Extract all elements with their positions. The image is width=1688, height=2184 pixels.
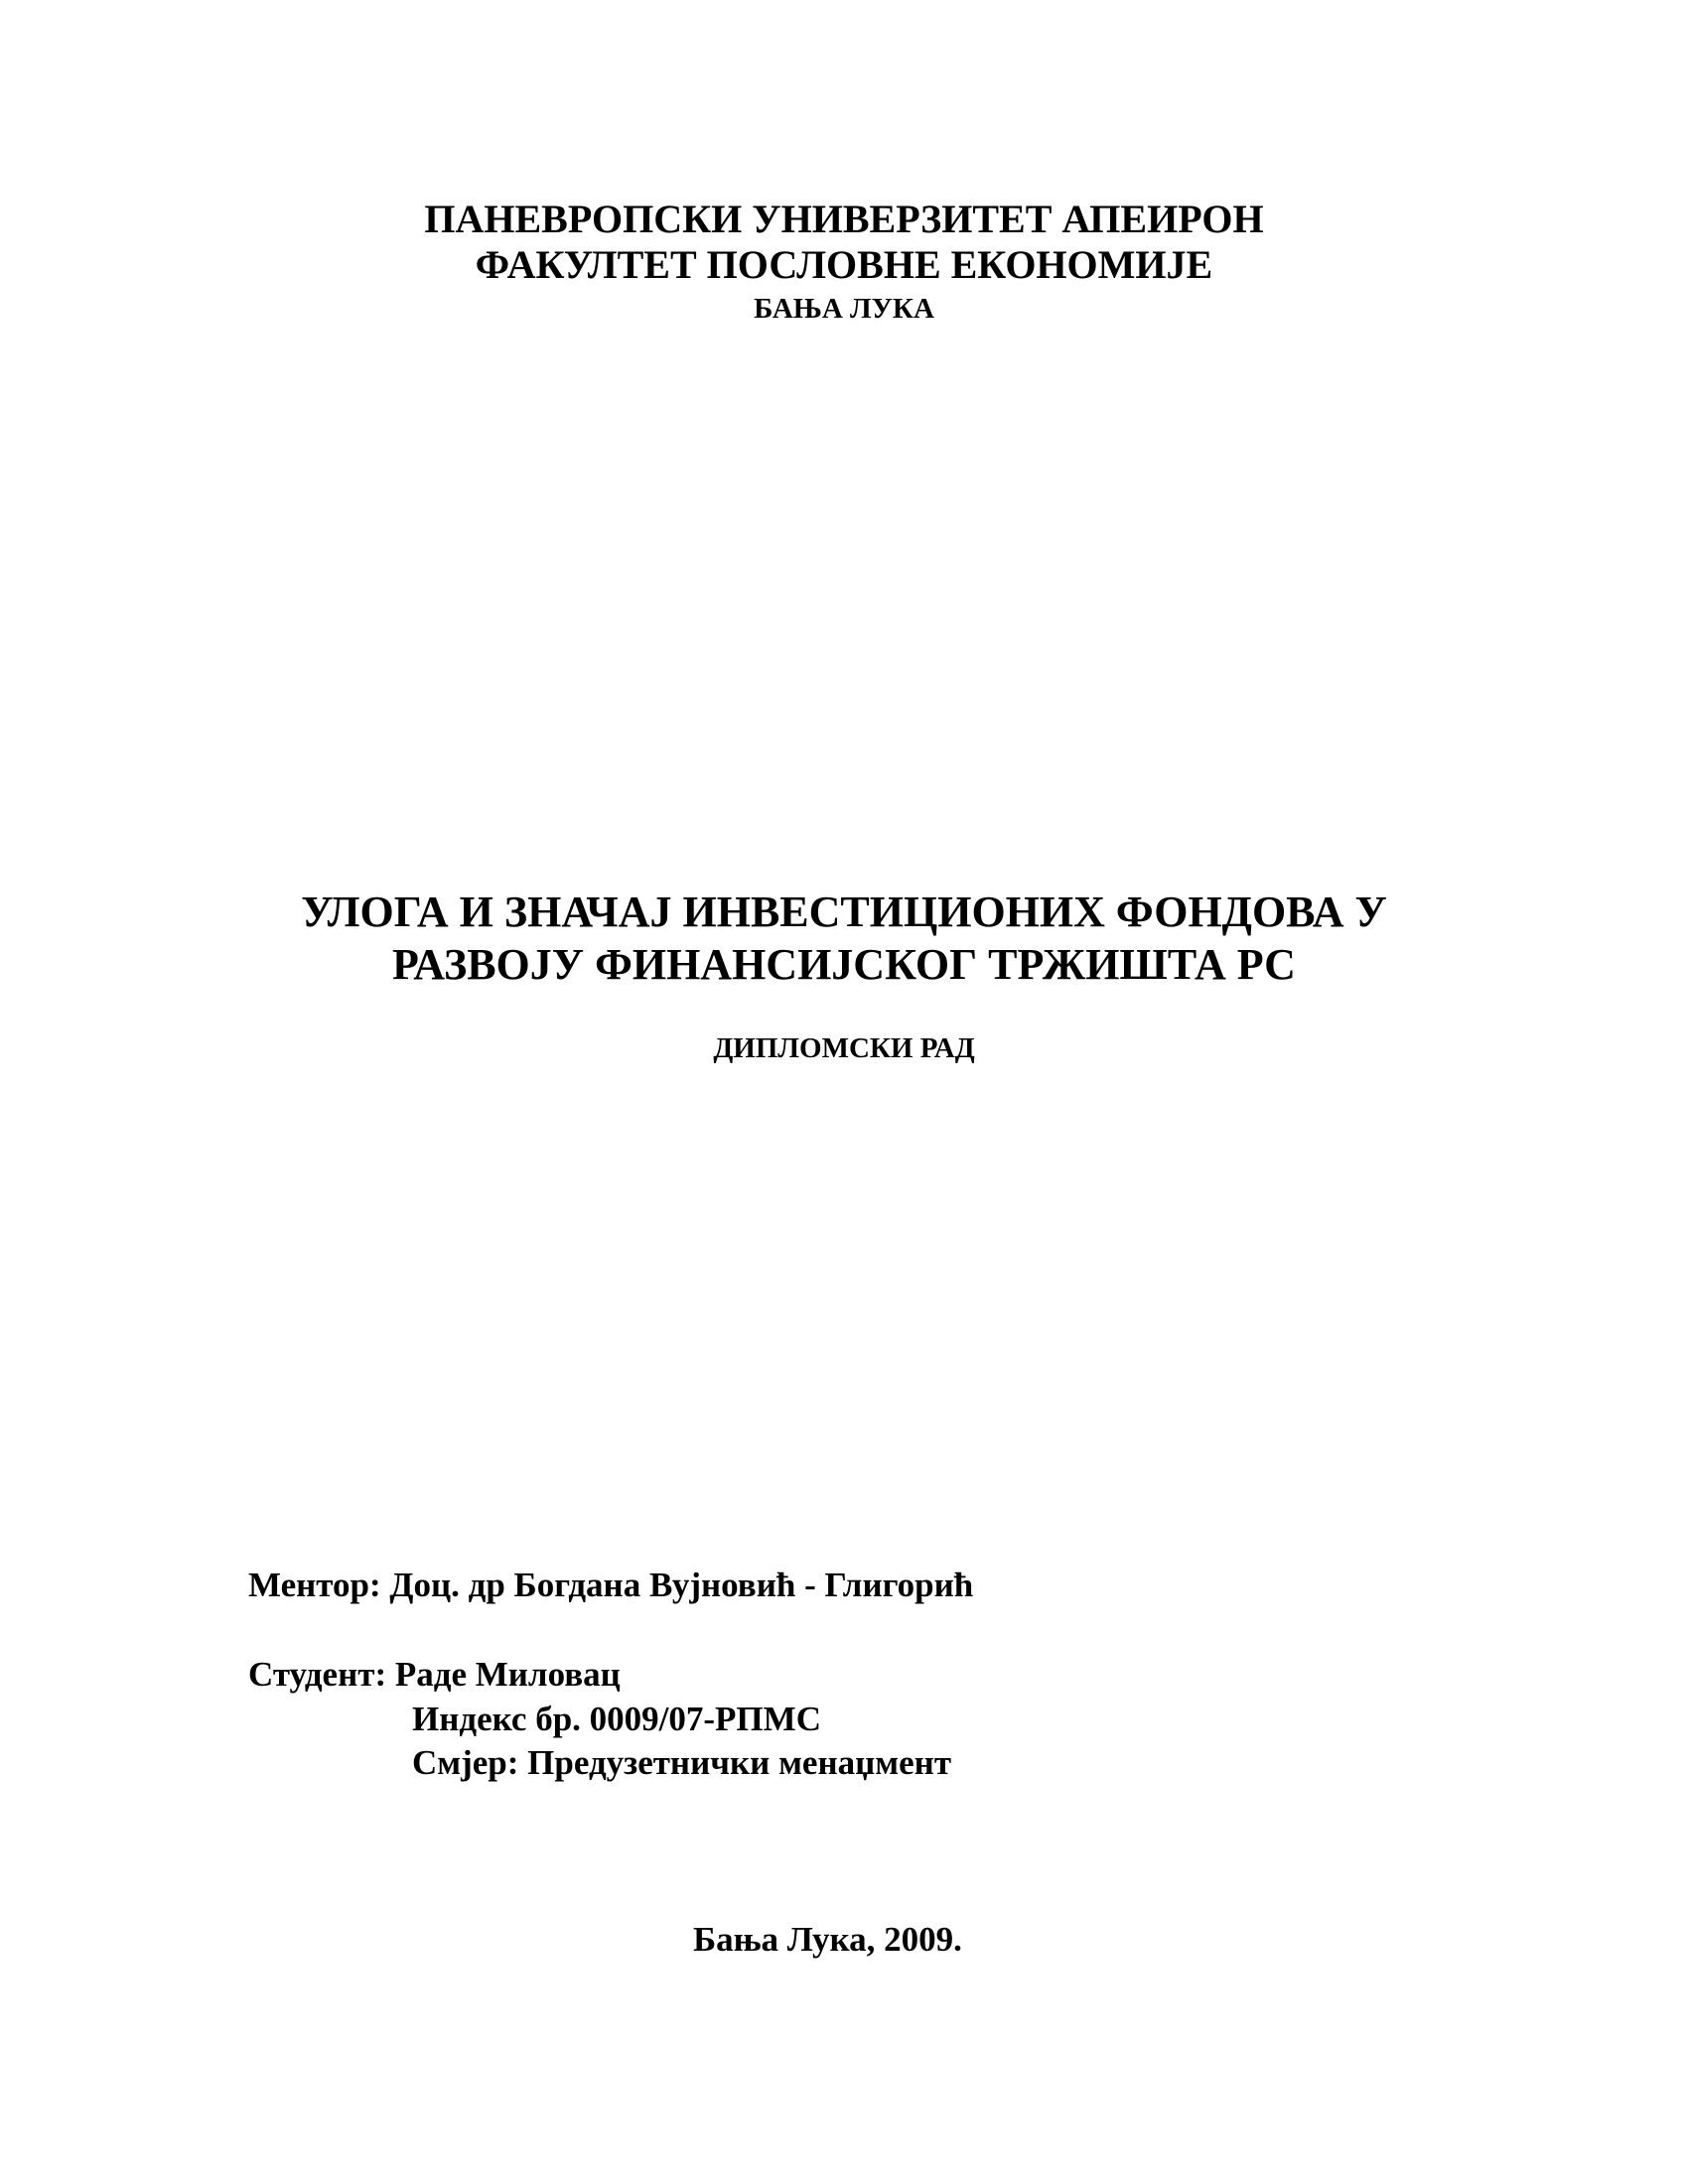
student-label: Студент: — [248, 1655, 387, 1694]
mentor-line — [248, 1566, 973, 1605]
mentor-name: Доц. др Богдана Вујновић - Глигорић — [389, 1566, 974, 1604]
thesis-title-line-1: УЛОГА И ЗНАЧАЈ ИНВЕСТИЦИОНИХ ФОНДОВА У — [301, 887, 1387, 936]
thesis-type: ДИПЛОМСКИ РАД — [713, 1032, 975, 1064]
student-name: Раде Миловац — [394, 1655, 621, 1694]
city-name: БАЊА ЛУКА — [754, 293, 934, 325]
student-line — [248, 1655, 621, 1695]
thesis-title-line-2: РАЗВОЈУ ФИНАНСИЈСКОГ ТРЖИШТА РС — [392, 940, 1296, 989]
place-and-date: Бања Лука, 2009. — [693, 1920, 962, 1959]
student-index: Индекс бр. 0009/07-РПМС — [412, 1700, 821, 1738]
faculty-name: ФАКУЛТЕТ ПОСЛОВНЕ ЕКОНОМИЈЕ — [475, 242, 1213, 287]
mentor-label: Ментор: — [248, 1566, 381, 1604]
university-name: ПАНЕВРОПСКИ УНИВЕРЗИТЕТ АПЕИРОН — [424, 197, 1264, 241]
student-major: Смјер: Предузетнички менаџмент — [412, 1743, 952, 1782]
